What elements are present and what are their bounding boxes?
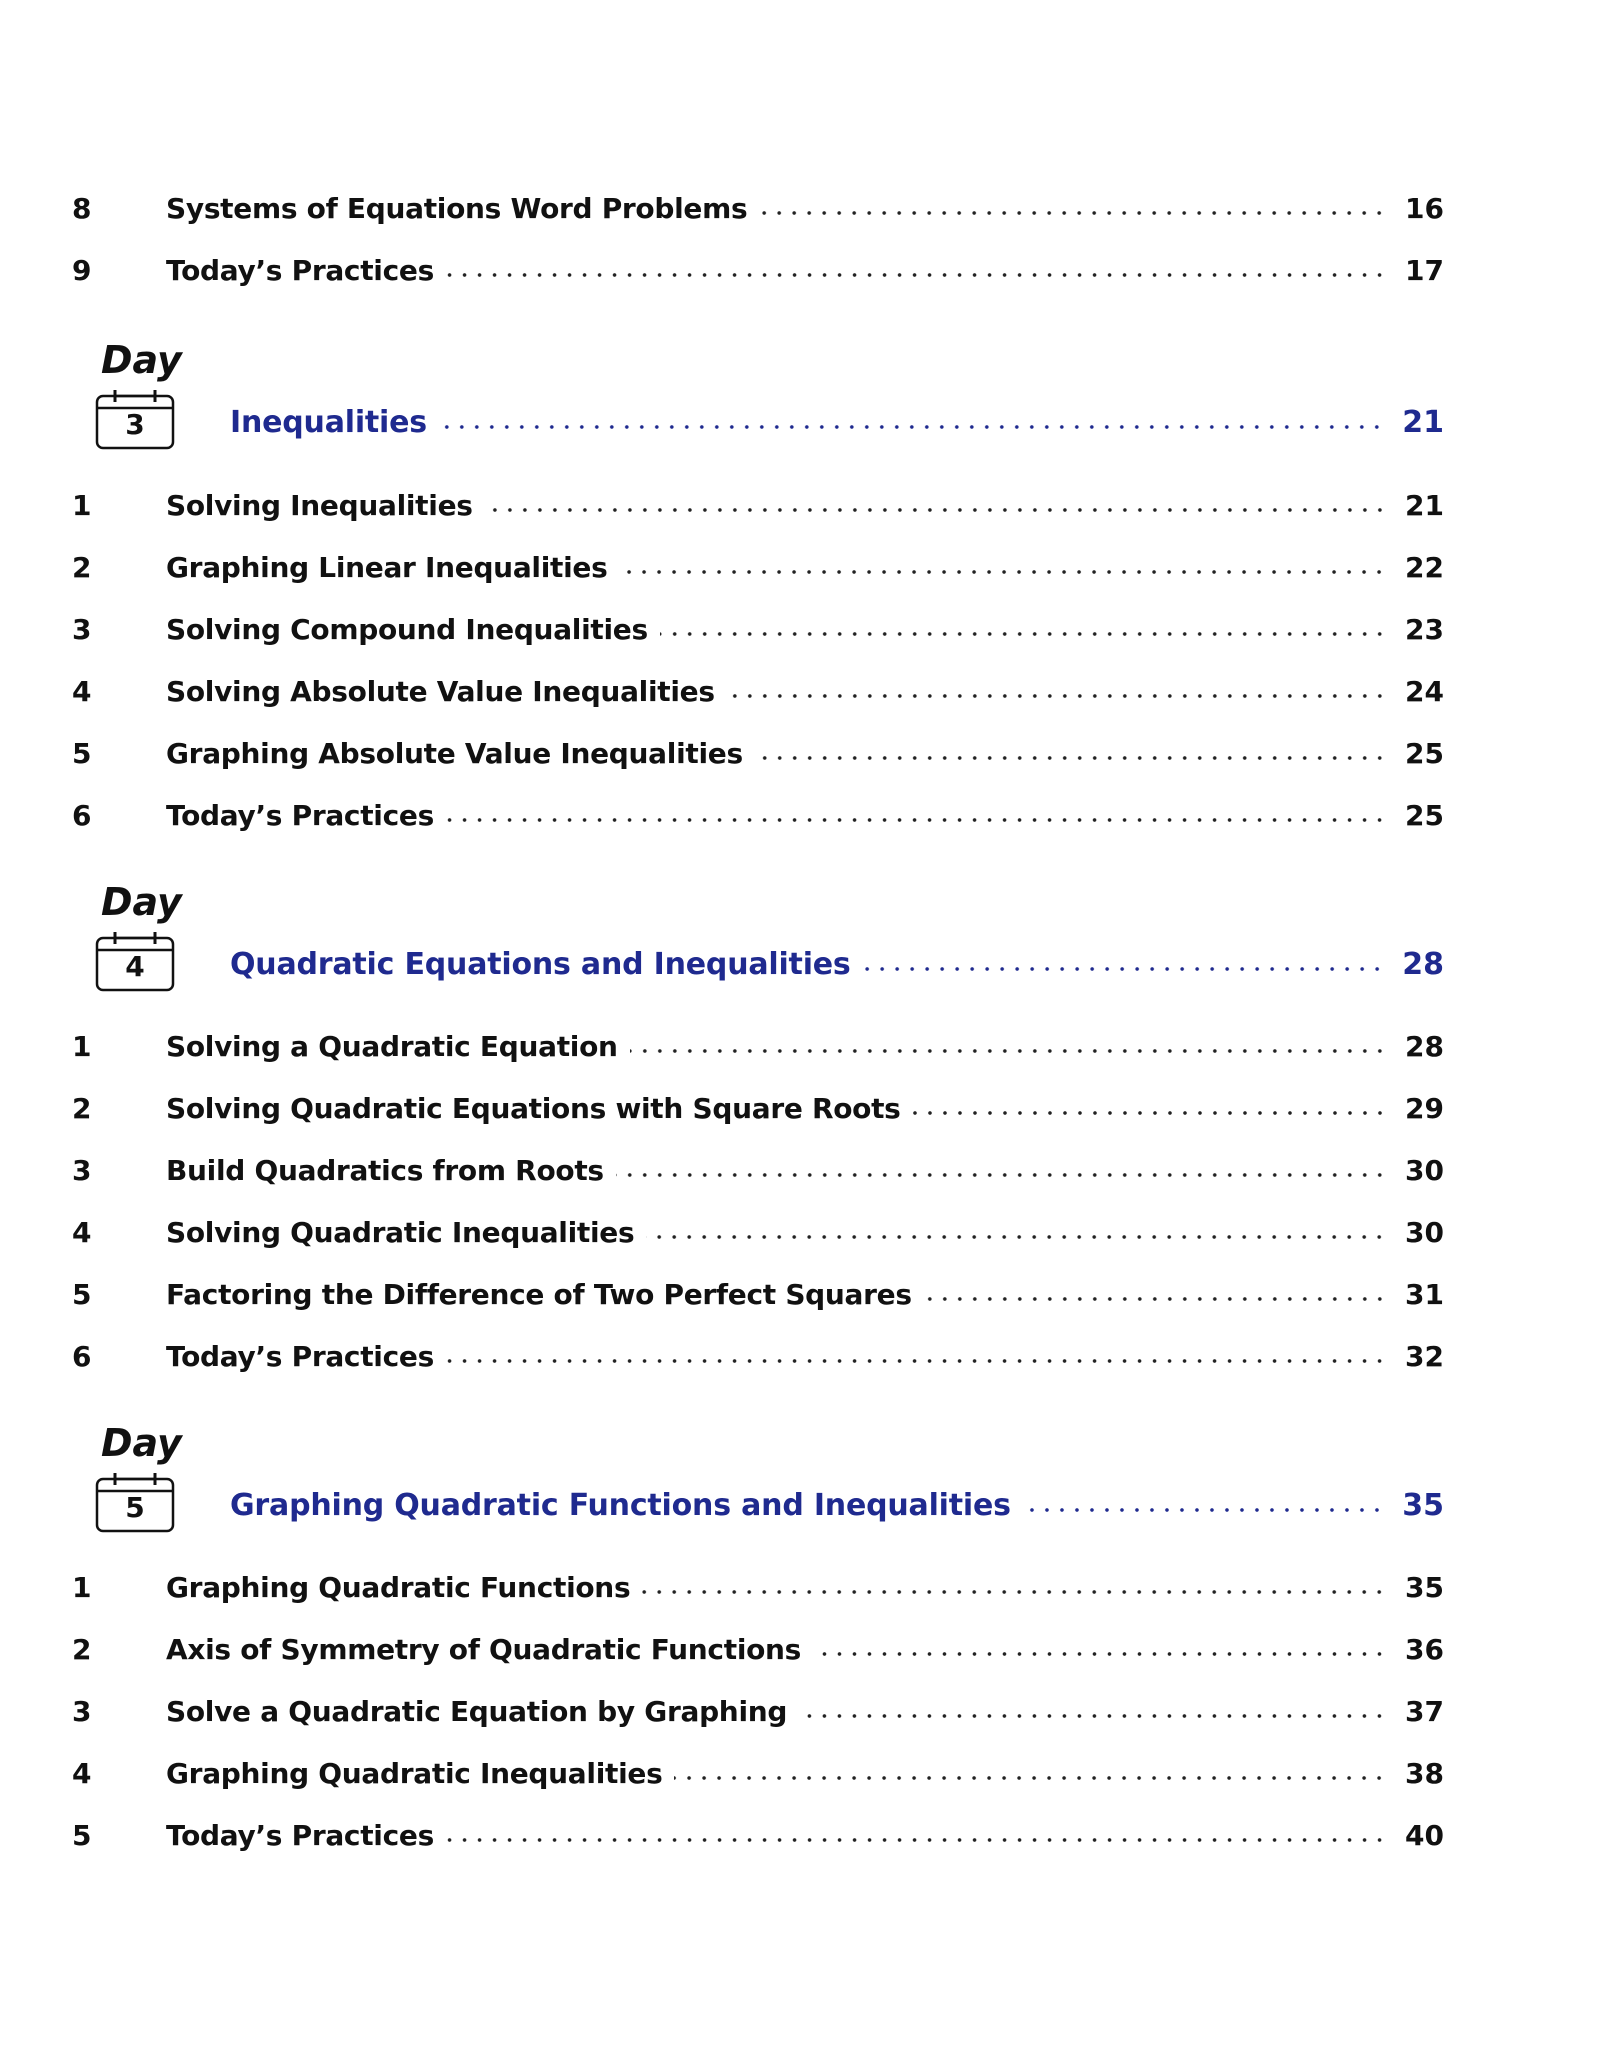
- day-title: Inequalities: [230, 404, 427, 440]
- day-page-number: 35: [1402, 1487, 1444, 1523]
- entry-title: Solving a Quadratic Equation: [166, 1029, 618, 1063]
- day-4-header[interactable]: [95, 880, 1444, 992]
- dot-leader: [799, 1714, 1387, 1718]
- entry-page-number: 24: [1405, 674, 1444, 708]
- entry-number: 2: [72, 1632, 92, 1666]
- toc-entry[interactable]: [72, 1274, 1444, 1314]
- day-label: Day: [101, 880, 182, 924]
- entry-title: Axis of Symmetry of Quadratic Functions: [166, 1632, 802, 1666]
- dot-leader: [616, 1173, 1387, 1177]
- dot-leader: [642, 1590, 1387, 1594]
- entry-page-number: 32: [1405, 1339, 1444, 1373]
- entry-page-number: 25: [1405, 798, 1444, 832]
- dot-leader: [446, 818, 1387, 822]
- day-title: Graphing Quadratic Functions and Inequalities: [230, 1487, 1011, 1523]
- calendar-icon: [95, 930, 175, 992]
- entry-title: Graphing Quadratic Functions: [166, 1570, 631, 1604]
- entry-title: Graphing Quadratic Inequalities: [166, 1756, 663, 1790]
- dot-leader: [446, 273, 1387, 277]
- dot-leader: [674, 1776, 1387, 1780]
- entry-title: Graphing Absolute Value Inequalities: [166, 736, 743, 770]
- entry-page-number: 23: [1405, 612, 1444, 646]
- toc-entry[interactable]: [72, 1629, 1444, 1669]
- entry-number: 3: [72, 1694, 92, 1728]
- entry-page-number: 29: [1405, 1091, 1444, 1125]
- dot-leader: [759, 211, 1387, 215]
- day-label: Day: [101, 1421, 182, 1465]
- entry-title: Systems of Equations Word Problems: [166, 191, 748, 225]
- entry-number: 1: [72, 488, 92, 522]
- toc-entry[interactable]: [72, 1753, 1444, 1793]
- day-number: 4: [125, 950, 145, 983]
- entry-title: Today’s Practices: [166, 1339, 434, 1373]
- entry-page-number: 31: [1405, 1277, 1444, 1311]
- dot-leader: [446, 1838, 1387, 1842]
- entry-title: Build Quadratics from Roots: [166, 1153, 604, 1187]
- entry-number: 2: [72, 1091, 92, 1125]
- entry-page-number: 28: [1405, 1029, 1444, 1063]
- dot-leader: [446, 1359, 1387, 1363]
- entry-number: 4: [72, 1756, 92, 1790]
- entry-page-number: 36: [1405, 1632, 1444, 1666]
- dot-leader: [913, 1111, 1387, 1115]
- toc-entry[interactable]: [72, 1691, 1444, 1731]
- day-5-header[interactable]: [95, 1421, 1444, 1533]
- entry-number: 3: [72, 1153, 92, 1187]
- dot-leader: [863, 967, 1385, 971]
- entry-page-number: 25: [1405, 736, 1444, 770]
- toc-entry[interactable]: [72, 1026, 1444, 1066]
- entry-page-number: 21: [1405, 488, 1444, 522]
- entry-page-number: 30: [1405, 1215, 1444, 1249]
- dot-leader: [485, 508, 1387, 512]
- day-3-header[interactable]: [95, 338, 1444, 450]
- toc-entry[interactable]: [72, 1336, 1444, 1376]
- dot-leader: [727, 694, 1387, 698]
- entry-page-number: 16: [1405, 191, 1444, 225]
- toc-entry[interactable]: [72, 609, 1444, 649]
- toc-entry[interactable]: [72, 1150, 1444, 1190]
- entry-title: Solving Absolute Value Inequalities: [166, 674, 715, 708]
- entry-number: 1: [72, 1570, 92, 1604]
- calendar-icon: [95, 388, 175, 450]
- dot-leader: [1023, 1508, 1384, 1512]
- entry-page-number: 38: [1405, 1756, 1444, 1790]
- dot-leader: [813, 1652, 1387, 1656]
- toc-entry[interactable]: [72, 1212, 1444, 1252]
- toc-entry[interactable]: [72, 1567, 1444, 1607]
- entry-title: Today’s Practices: [166, 253, 434, 287]
- toc-entry[interactable]: [72, 795, 1444, 835]
- day-label: Day: [101, 338, 182, 382]
- entry-title: Solving Quadratic Equations with Square Roots: [166, 1091, 901, 1125]
- entry-title: Graphing Linear Inequalities: [166, 550, 608, 584]
- toc-entry[interactable]: [72, 1815, 1444, 1855]
- entry-page-number: 22: [1405, 550, 1444, 584]
- day-number: 5: [125, 1491, 145, 1524]
- entry-number: 5: [72, 1277, 92, 1311]
- dot-leader: [755, 756, 1387, 760]
- entry-page-number: 37: [1405, 1694, 1444, 1728]
- day-page-number: 28: [1402, 946, 1444, 982]
- entry-number: 6: [72, 1339, 92, 1373]
- entry-title: Today’s Practices: [166, 798, 434, 832]
- day-number: 3: [125, 408, 145, 441]
- entry-title: Factoring the Difference of Two Perfect Squares: [166, 1277, 912, 1311]
- entry-number: 3: [72, 612, 92, 646]
- entry-number: 5: [72, 736, 92, 770]
- day-title: Quadratic Equations and Inequalities: [230, 946, 851, 982]
- dot-leader: [924, 1297, 1387, 1301]
- toc-entry[interactable]: [72, 188, 1444, 228]
- toc-entry[interactable]: [72, 250, 1444, 290]
- day-page-number: 21: [1402, 404, 1444, 440]
- entry-title: Solving Inequalities: [166, 488, 473, 522]
- entry-page-number: 40: [1405, 1818, 1444, 1852]
- entry-title: Solving Quadratic Inequalities: [166, 1215, 635, 1249]
- toc-entry[interactable]: [72, 733, 1444, 773]
- dot-leader: [646, 1235, 1387, 1239]
- entry-page-number: 35: [1405, 1570, 1444, 1604]
- entry-title: Solve a Quadratic Equation by Graphing: [166, 1694, 788, 1728]
- day-title-row[interactable]: [230, 942, 1444, 986]
- entry-number: 5: [72, 1818, 92, 1852]
- dot-leader: [630, 1049, 1387, 1053]
- entry-number: 1: [72, 1029, 92, 1063]
- entry-title: Solving Compound Inequalities: [166, 612, 648, 646]
- entry-number: 8: [72, 191, 92, 225]
- entry-page-number: 30: [1405, 1153, 1444, 1187]
- entry-title: Today’s Practices: [166, 1818, 434, 1852]
- dot-leader: [439, 425, 1384, 429]
- entry-number: 6: [72, 798, 92, 832]
- toc-entry[interactable]: [72, 671, 1444, 711]
- calendar-icon: [95, 1471, 175, 1533]
- entry-number: 9: [72, 253, 92, 287]
- day-title-row[interactable]: [230, 400, 1444, 444]
- entry-page-number: 17: [1405, 253, 1444, 287]
- entry-number: 4: [72, 1215, 92, 1249]
- toc-entry[interactable]: [72, 1088, 1444, 1128]
- entry-number: 4: [72, 674, 92, 708]
- toc-entry[interactable]: [72, 547, 1444, 587]
- entry-number: 2: [72, 550, 92, 584]
- day-title-row[interactable]: [230, 1483, 1444, 1527]
- dot-leader: [619, 570, 1387, 574]
- toc-entry[interactable]: [72, 485, 1444, 525]
- dot-leader: [660, 632, 1387, 636]
